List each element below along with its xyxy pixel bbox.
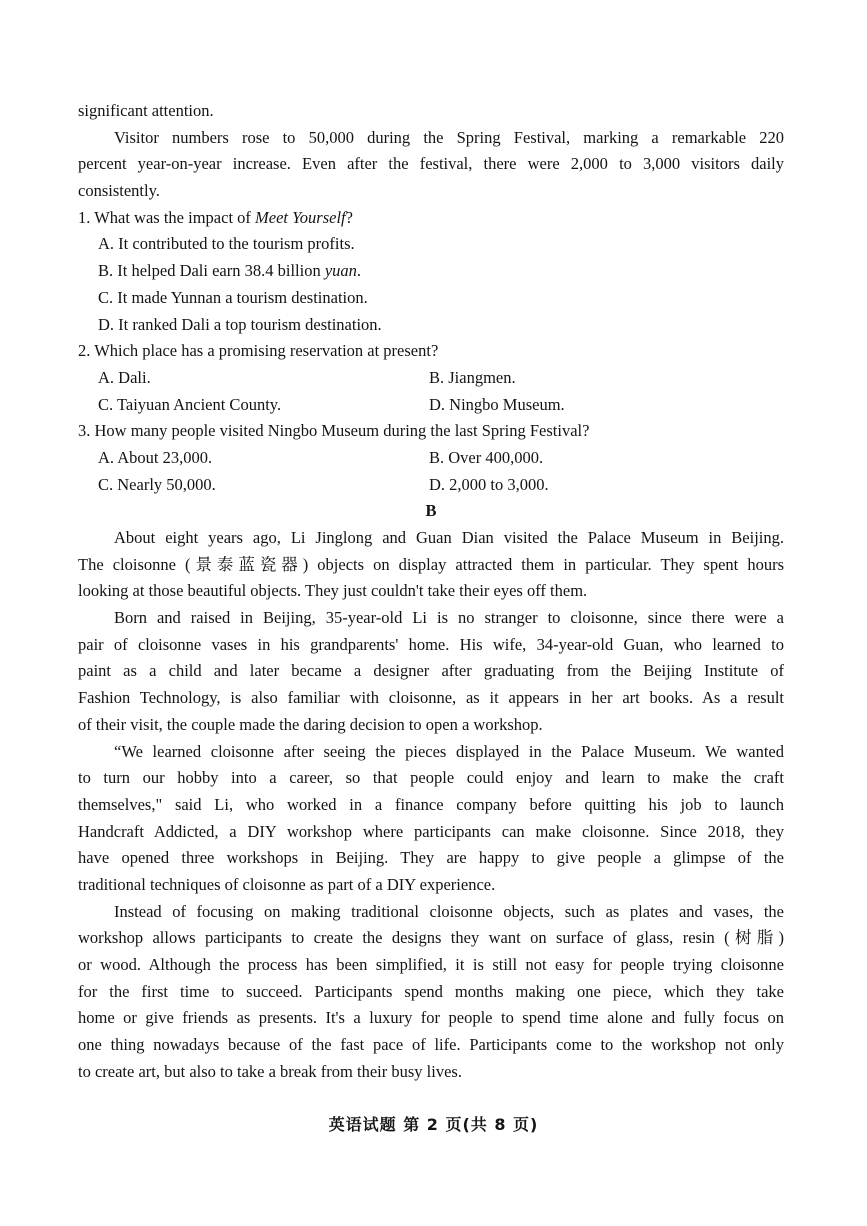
passage-line: traditional techniques of cloisonne as part of a DIY experience. xyxy=(78,874,496,894)
q2-option-row xyxy=(78,392,784,419)
passage-line: Instead of focusing on making traditional cloisonne objects, such as plates and vases, the xyxy=(114,901,784,921)
passage-line: About eight years ago, Li Jinglong and Guan Dian visited the Palace Museum in Beijing. xyxy=(114,528,784,547)
q3-option-row xyxy=(78,472,784,499)
q2-option-b: B. Jiangmen. xyxy=(429,367,516,387)
passage-line: or wood. Although the process has been simplified, it is still not easy for people trying cloisonne xyxy=(78,955,784,974)
q2-option-d: D. Ningbo Museum. xyxy=(429,394,565,414)
question-3-stem: 3. How many people visited Ningbo Museum during the last Spring Festival? xyxy=(78,421,590,441)
passage-line: Handcraft Addicted, a DIY workshop where participants can make cloisonne. Since 2018, they xyxy=(78,821,784,841)
exam-page xyxy=(78,98,784,1085)
option-text: B. It helped Dali earn 38.4 billion xyxy=(98,261,325,281)
passage-line: themselves," said Li, who worked in a finance company before quitting his job to launch xyxy=(78,794,784,814)
passage-line: one thing nowadays because of the fast pace of life. Participants come to the workshop not only xyxy=(78,1035,784,1055)
q2-option-c: C. Taiyuan Ancient County. xyxy=(98,394,282,414)
option-punct: . xyxy=(356,261,362,281)
q3-option-c: C. Nearly 50,000. xyxy=(98,474,216,494)
q1-option-c: C. It made Yunnan a tourism destination. xyxy=(98,287,368,307)
stem-punct: ? xyxy=(345,207,353,227)
q1-option-b xyxy=(78,258,784,285)
q1-option-d: D. It ranked Dali a top tourism destination. xyxy=(98,314,382,334)
question-1-stem xyxy=(78,205,784,232)
q3-option-b: B. Over 400,000. xyxy=(429,447,544,467)
passage-line: home or give friends as presents. It's a luxury for people to spend time alone and fully focus on xyxy=(78,1008,784,1028)
passage-line: consistently. xyxy=(78,181,160,201)
page-footer: 英语试题 第 2 页(共 8 页) xyxy=(328,1115,539,1134)
question-2-stem: 2. Which place has a promising reservation at present? xyxy=(78,341,439,361)
passage-line: significant attention. xyxy=(78,101,214,120)
q2-option-a: A. Dali. xyxy=(98,367,151,387)
passage-line: pair of cloisonne vases in his grandparents' home. His wife, 34-year-old Guan, who learned to xyxy=(78,634,784,654)
section-heading: B xyxy=(425,501,437,521)
passage-line: “We learned cloisonne after seeing the pieces displayed in the Palace Museum. We wanted xyxy=(114,741,784,761)
passage-line: Visitor numbers rose to 50,000 during the Spring Festival, marking a remarkable 220 xyxy=(114,127,784,147)
option-currency: yuan xyxy=(324,261,357,281)
passage-line: to create art, but also to take a break from their busy lives. xyxy=(78,1061,462,1081)
passage-line: paint as a child and later became a designer after graduating from the Beijing Institute of xyxy=(78,661,784,681)
q1-option-a: A. It contributed to the tourism profits. xyxy=(98,234,355,254)
passage-line: The cloisonne (景泰蓝瓷器) objects on display attracted them in particular. They spent hours xyxy=(78,554,784,574)
passage-line: of their visit, the couple made the daring decision to open a workshop. xyxy=(78,714,543,734)
q3-option-d: D. 2,000 to 3,000. xyxy=(429,474,549,494)
q2-option-row xyxy=(78,365,784,392)
q3-option-row xyxy=(78,445,784,472)
passage-line: percent year-on-year increase. Even after the festival, there were 2,000 to 3,000 visitors daily xyxy=(78,154,784,174)
passage-line: for the first time to succeed. Participants spend months making one piece, which they take xyxy=(78,981,784,1001)
stem-text: 1. What was the impact of xyxy=(78,207,256,227)
passage-line: to turn our hobby into a career, so that people could enjoy and learn to make the craft xyxy=(78,768,784,788)
passage-line: workshop allows participants to create the designs they want on surface of glass, resin (树脂) xyxy=(78,928,784,948)
passage-line: looking at those beautiful objects. They just couldn't take their eyes off them. xyxy=(78,581,588,601)
passage-line: Fashion Technology, is also familiar with cloisonne, as it appears in her art books. As a result xyxy=(78,688,784,708)
stem-title: Meet Yourself xyxy=(255,207,346,227)
passage-line: have opened three workshops in Beijing. They are happy to give people a glimpse of the xyxy=(78,848,784,868)
q3-option-a: A. About 23,000. xyxy=(98,447,213,467)
passage-line: Born and raised in Beijing, 35-year-old Li is no stranger to cloisonne, since there were a xyxy=(114,608,784,628)
